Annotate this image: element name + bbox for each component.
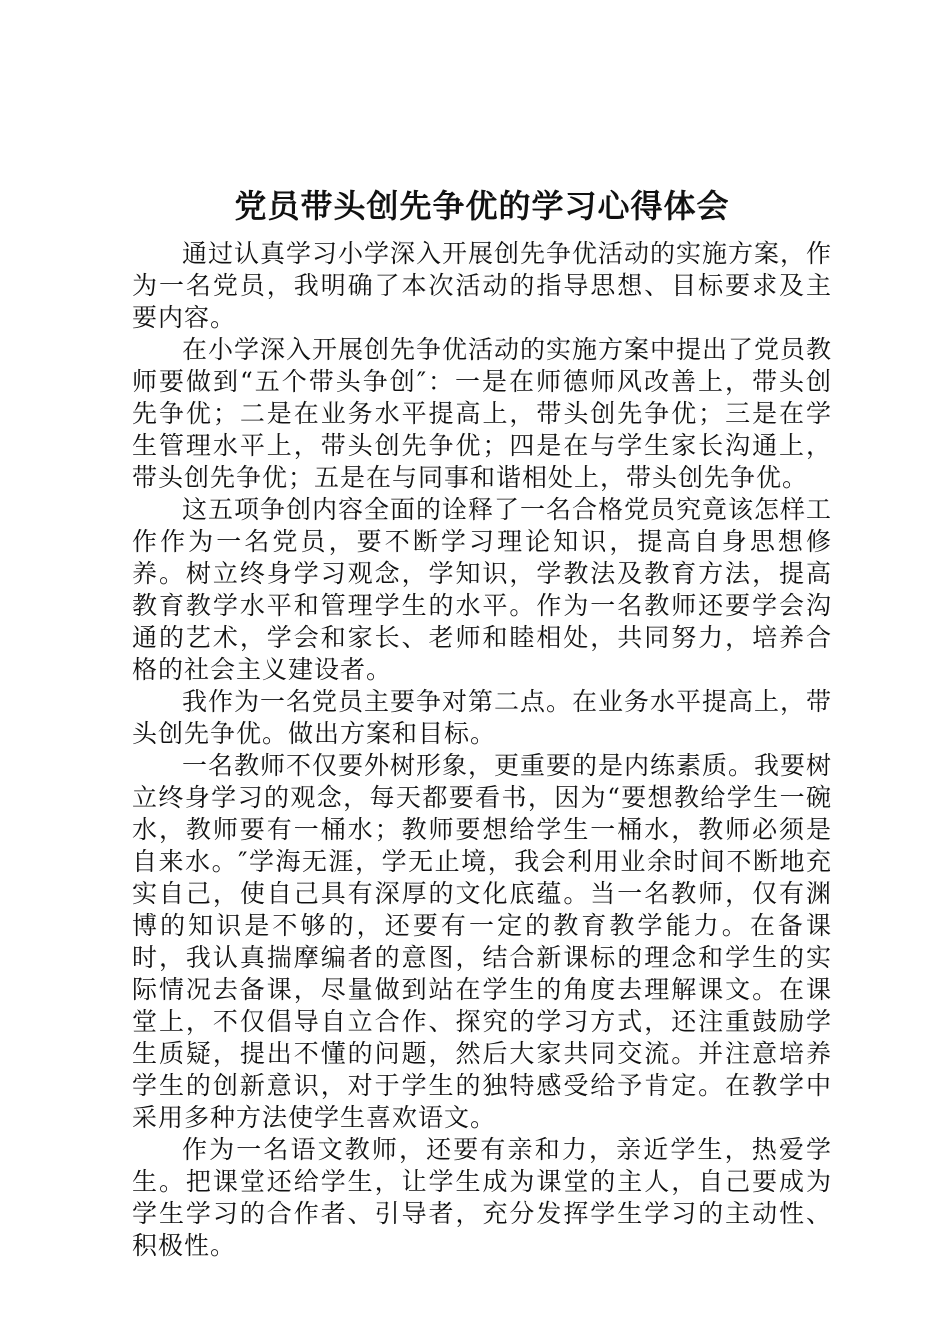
paragraph-3: 这五项争创内容全面的诠释了一名合格党员究竟该怎样工作作为一名党员，要不断学习理论知识，提高自身思想修养。树立终身学习观念，学知识，学教法及教育方法，提高教育教学水平和管理学生的水平。作为一名教师还要学会沟通的艺术，学会和家长、老师和睦相处，共同努力，培养合格的社会主义建设者。 [132, 495, 833, 684]
document-page [132, 186, 832, 1262]
paragraph-6: 作为一名语文教师，还要有亲和力，亲近学生，热爱学生。把课堂还给学生，让学生成为课堂的主人，自己要成为学生学习的合作者、引导者，充分发挥学生学习的主动性、积极性。 [132, 1135, 832, 1260]
paragraph-2: 在小学深入开展创先争优活动的实施方案中提出了党员教师要做到“五个带头争创″：一是在师德师风改善上，带头创先争优；二是在业务水平提高上，带头创先争优；三是在学生管理水平上，带头创先争优；四是在与学生家长沟通上，带头创先争优；五是在与同事和谐相处上，带头创先争优。 [132, 335, 833, 492]
document-title: 党员带头创先争优的学习心得体会 [234, 187, 730, 225]
paragraph-4: 我作为一名党员主要争对第二点。在业务水平提高上，带头创先争优。做出方案和目标。 [132, 687, 833, 748]
paragraph-5: 一名教师不仅要外树形象，更重要的是内练素质。我要树立终身学习的观念，每天都要看书，因为“要想教给学生一碗水，教师要有一桶水；教师要想给学生一桶水，教师必须是自来水。″学海无涯，学无止境，我会利用业余时间不断地充实自己，使自己具有深厚的文化底蕴。当一名教师，仅有渊博的知识是不够的，还要有一定的教育教学能力。在备课时，我认真揣摩编者的意图，结合新课标的理念和学生的实际情况去备课，尽量做到站在学生的角度去理解课文。在课堂上，不仅倡导自立合作、探究的学习方式，还注重鼓励学生质疑，提出不懂的问题，然后大家共同交流。并注意培养学生的创新意识，对于学生的独特感受给予肯定。在教学中采用多种方法使学生喜欢语文。 [132, 751, 833, 1132]
paragraph-1: 通过认真学习小学深入开展创先争优活动的实施方案，作为一名党员，我明确了本次活动的指导思想、目标要求及主要内容。 [132, 239, 833, 332]
